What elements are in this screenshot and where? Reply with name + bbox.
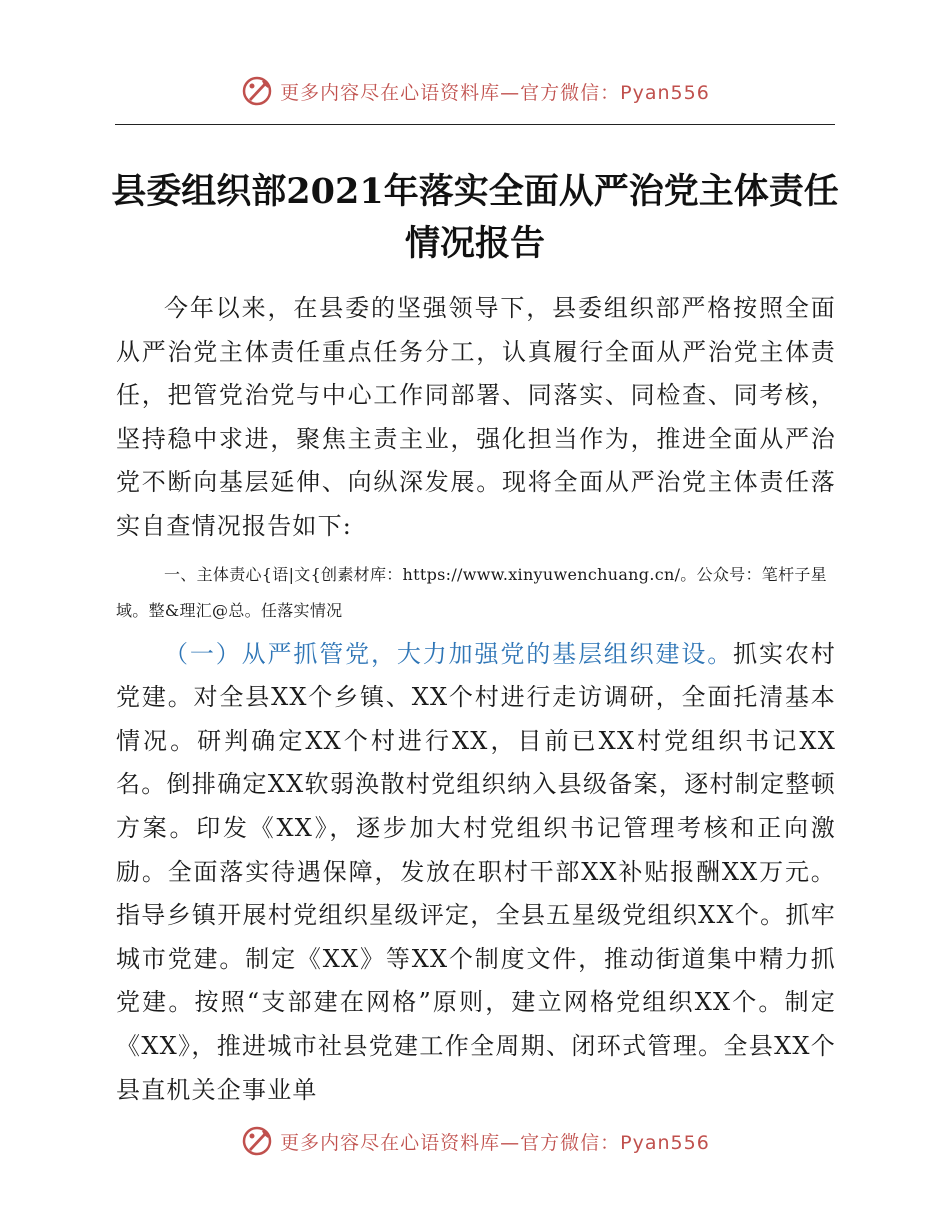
- subsection-1-body: 抓实农村党建。对全县XX个乡镇、XX个村进行走访调研，全面托清基本情况。研判确定XX个村进行XX，目前已XX村党组织书记XX名。倒排确定XX软弱涣散村党组织纳入县级备案，逐村制定整顿方案。印发《XX》，逐步加大村党组织书记管理考核和正向激励。全面落实待遇保障，发放在职村干部XX补贴报酬XX万元。指导乡镇开展村党组织星级评定，全县五星级党组织XX个。抓牢城市党建。制定《XX》等XX个制度文件，推动街道集中精力抓党建。按照“支部建在网格”原则，建立网格党组织XX个。制定《XX》，推进城市社县党建工作全周期、闭环式管理。全县XX个县直机关企事业单: [116, 639, 836, 1104]
- intro-paragraph: 今年以来，在县委的坚强领导下，县委组织部严格按照全面从严治党主体责任重点任务分工，认真履行全面从严治党主体责任，把管党治党与中心工作同部署、同落实、同检查、同考核，坚持稳中求进，聚焦主责主业，强化担当作为，推进全面从严治党不断向基层延伸、向纵深发展。现将全面从严治党主体责任落实自查情况报告如下:: [116, 294, 836, 540]
- subsection-1-heading: （一）从严抓管党，大力加强党的基层组织建设。: [164, 639, 734, 668]
- document-body: [116, 287, 836, 1112]
- section-1-heading: 一、主体责心{语|文{创素材库：https://www.xinyuwenchuang.cn/。公众号：笔杆子星域。整&理汇@总。任落实情况: [116, 564, 827, 620]
- watermark-footer: [0, 1124, 950, 1158]
- watermark-text: 更多内容尽在心语资料库—官方微信：Pyan556: [280, 81, 710, 104]
- quill-logo-icon: [240, 1124, 274, 1158]
- watermark-header: [0, 74, 950, 108]
- watermark-text: 更多内容尽在心语资料库—官方微信：Pyan556: [280, 1131, 710, 1154]
- title-line-2: 情况报告: [404, 223, 545, 264]
- subsection-1-paragraph: [116, 633, 836, 1113]
- title-line-1: 县委组织部2021年落实全面从严治党主体责任: [111, 171, 839, 212]
- document-title: [100, 166, 850, 270]
- header-divider: [115, 124, 835, 125]
- quill-logo-icon: [240, 74, 274, 108]
